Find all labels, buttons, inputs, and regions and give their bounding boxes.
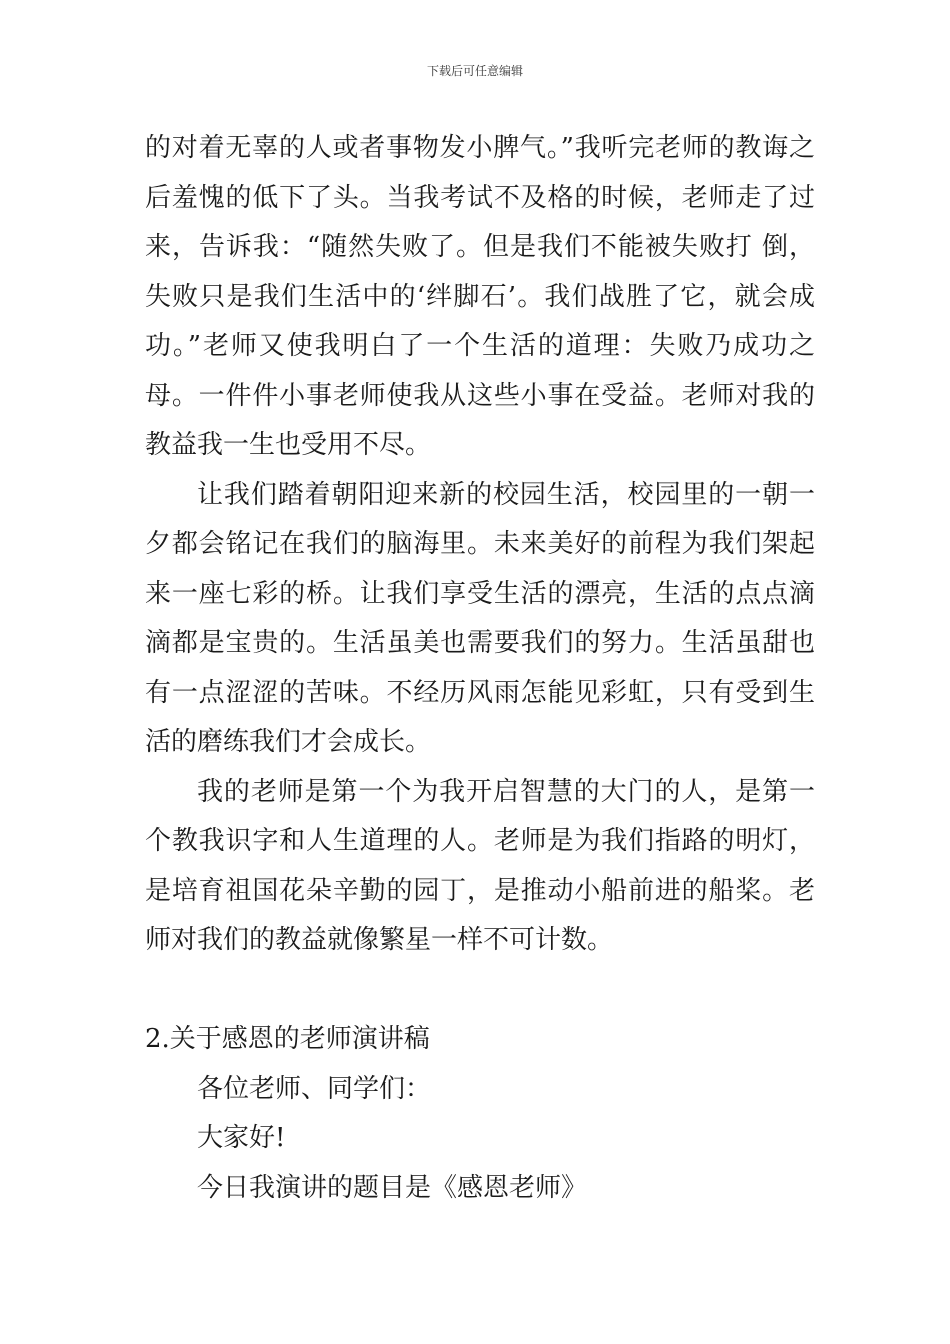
section-gap <box>145 966 815 1016</box>
speech-topic: 今日我演讲的题目是《感恩老师》 <box>197 1172 588 1203</box>
speech-greeting: 大家好! <box>197 1123 286 1153</box>
paragraph-teacher-praise: 我的老师是第一个为我开启智慧的大门的人，是第一个教我识字和人生道理的人。老师是为我们指路的明灯，是培育祖国花朵辛勤的园丁，是推动小船前进的船桨。老师对我们的教益就像繁星一样不可计数。 <box>145 776 815 955</box>
paragraph-campus-life: 让我们踏着朝阳迎来新的校园生活，校园里的一朝一夕都会铭记在我们的脑海里。未来美好的前程为我们架起来一座七彩的桥。让我们享受生活的漂亮，生活的点点滴滴都是宝贵的。生活虽美也需要我们的努力。生活虽甜也有一点涩涩的苦味。不经历风雨怎能见彩虹，只有受到生活的磨练我们才会成长。 <box>145 479 815 757</box>
document-body <box>145 124 815 1213</box>
speech-salutation: 各位老师、同学们： <box>197 1073 432 1104</box>
section-heading: 2.关于感恩的老师演讲稿 <box>145 1024 430 1054</box>
page-header-note: 下载后可任意编辑 <box>426 64 523 78</box>
paragraph-continuation: 的对着无辜的人或者事物发小脾气。”我听完老师的教诲之后羞愧的低下了头。当我考试不及格的时候，老师走了过来，告诉我：“随然失败了。但是我们不能被失败打 倒，失败只是我们生活中的‘绊脚石’。我们战胜了它，就会成功。”老师又使我明白了一个生活的道理：失败乃成功之母。一件件小事老师使我从这些小事在受益。老师对我的教益我一生也受用不尽。 <box>145 133 815 460</box>
